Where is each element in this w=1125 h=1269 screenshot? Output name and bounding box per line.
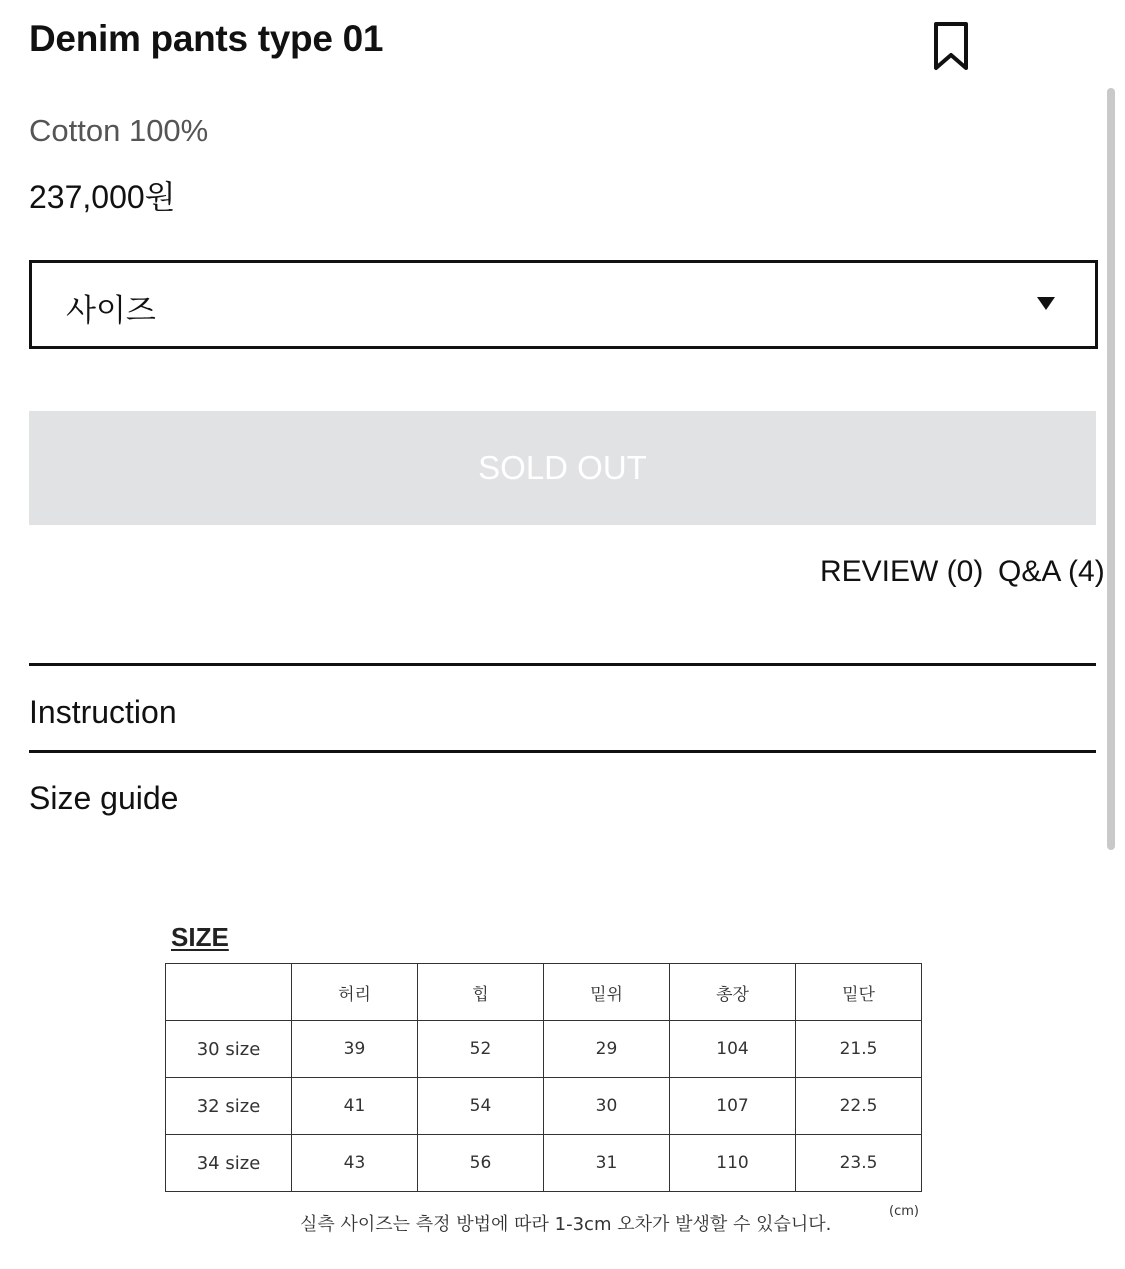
table-header-row (166, 964, 922, 1021)
table-cell: 54 (418, 1078, 544, 1135)
divider (29, 663, 1096, 666)
table-cell: 31 (544, 1135, 670, 1192)
table-row (166, 1021, 922, 1078)
caret-down-icon (1037, 297, 1055, 310)
table-row (166, 1135, 922, 1192)
product-title: Denim pants type 01 (29, 18, 384, 59)
column-header: 밑단 (796, 964, 922, 1021)
table-cell: 41 (292, 1078, 418, 1135)
column-header: 총장 (670, 964, 796, 1021)
column-header: 허리 (292, 964, 418, 1021)
table-cell: 23.5 (796, 1135, 922, 1192)
product-price: 237,000원 (29, 179, 176, 215)
table-cell: 34 size (166, 1135, 292, 1192)
table-cell: 21.5 (796, 1021, 922, 1078)
table-cell: 56 (418, 1135, 544, 1192)
size-note: 실측 사이즈는 측정 방법에 따라 1-3cm 오차가 발생할 수 있습니다. (300, 1214, 832, 1235)
size-unit: (cm) (889, 1204, 919, 1219)
scrollbar[interactable] (1107, 88, 1115, 850)
column-header: 밑위 (544, 964, 670, 1021)
product-material: Cotton 100% (29, 113, 209, 148)
table-cell: 110 (670, 1135, 796, 1192)
table-cell: 30 (544, 1078, 670, 1135)
table-cell: 29 (544, 1021, 670, 1078)
table-row (166, 1078, 922, 1135)
table-cell: 52 (418, 1021, 544, 1078)
table-cell: 107 (670, 1078, 796, 1135)
table-cell: 43 (292, 1135, 418, 1192)
size-select-label: 사이즈 (66, 293, 156, 328)
qa-link[interactable]: Q&A (4) (998, 555, 1105, 588)
size-guide-section[interactable]: Size guide (29, 780, 179, 816)
table-cell: 104 (670, 1021, 796, 1078)
table-cell: 30 size (166, 1021, 292, 1078)
table-cell: 32 size (166, 1078, 292, 1135)
divider (29, 750, 1096, 753)
sold-out-button[interactable]: SOLD OUT (29, 411, 1096, 525)
instruction-section[interactable]: Instruction (29, 694, 177, 730)
column-header (166, 964, 292, 1021)
column-header: 힙 (418, 964, 544, 1021)
bookmark-button[interactable] (930, 20, 972, 74)
size-table (165, 963, 922, 1192)
table-cell: 39 (292, 1021, 418, 1078)
review-link[interactable]: REVIEW (0) (820, 555, 984, 588)
size-select[interactable] (29, 260, 1098, 349)
bookmark-icon (930, 20, 972, 74)
size-table-heading: SIZE (171, 922, 229, 952)
table-cell: 22.5 (796, 1078, 922, 1135)
